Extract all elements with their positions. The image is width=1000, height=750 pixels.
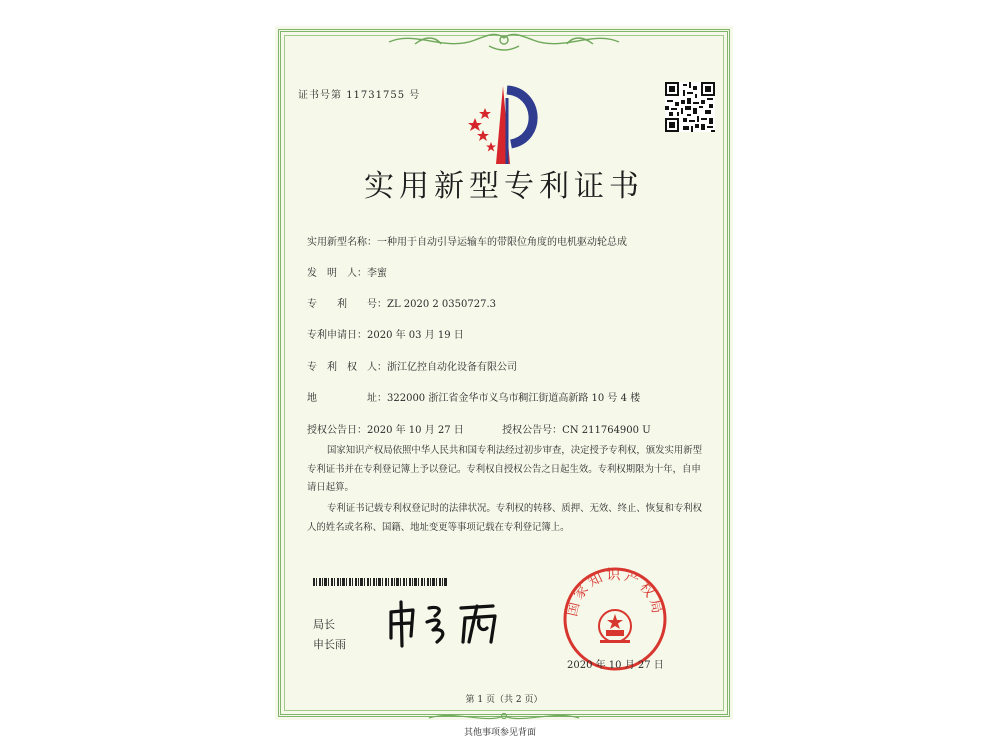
certificate-number-suffix: 号 — [409, 90, 421, 101]
top-ornament-icon — [385, 28, 623, 54]
grant-number-label: 授权公告号： — [502, 425, 563, 436]
grant-date-value: 2020 年 10 月 27 日 — [367, 425, 464, 436]
legal-paragraph-1: 国家知识产权局依照中华人民共和国专利法经过初步审查，决定授予专利权，颁发实用新型专利证书并在专利登记簿上予以登记。专利权自授权公告之日起生效。专利权期限为十年，自申请日起算。 — [307, 445, 703, 493]
field-label: 发 明 人： — [307, 268, 367, 279]
director-title: 局长 — [313, 618, 335, 631]
field-grant — [307, 421, 651, 436]
field-value: ZL 2020 2 0350727.3 — [387, 299, 497, 310]
qr-code-icon — [665, 82, 715, 132]
field-value: 322000 浙江省金华市义乌市稠江街道高新路 10 号 4 楼 — [387, 393, 641, 404]
field-value: 一种用于自动引导运输车的带限位角度的电机驱动轮总成 — [377, 237, 627, 248]
field-label: 专利申请日： — [307, 330, 367, 341]
field-address — [307, 389, 640, 404]
certificate-title: 实用新型专利证书 — [364, 169, 644, 204]
bottom-ornament-icon — [425, 710, 583, 724]
certificate-number-value: 11731755 — [346, 90, 406, 101]
field-label: 地 址： — [307, 393, 387, 404]
seal-date: 2020 年 10 月 27 日 — [567, 660, 664, 671]
field-utility-model-name — [307, 233, 627, 248]
certificate-number-label: 证书号第 — [298, 90, 342, 101]
field-inventor — [307, 264, 387, 279]
grant-date-label: 授权公告日： — [307, 425, 367, 436]
field-value: 李蜜 — [367, 268, 387, 279]
patent-certificate — [275, 26, 733, 720]
certificate-number — [298, 86, 420, 101]
director-name: 申长雨 — [313, 638, 346, 651]
field-value: 2020 年 03 月 19 日 — [367, 330, 464, 341]
seal-text: 国家知识产权局 — [564, 567, 666, 619]
field-label: 实用新型名称： — [307, 237, 377, 248]
cnipa-logo-icon — [463, 78, 545, 168]
barcode-icon — [313, 578, 447, 586]
field-value: 浙江亿控自动化设备有限公司 — [387, 362, 517, 373]
legal-paragraph-2: 专利证书记载专利权登记时的法律状况。专利权的转移、质押、无效、终止、恢复和专利权人的姓名或名称、国籍、地址变更等事项记载在专利登记簿上。 — [307, 503, 703, 533]
field-application-date — [307, 326, 464, 341]
grant-number-value: CN 211764900 U — [562, 425, 651, 436]
field-label: 专 利 号： — [307, 299, 387, 310]
page-number: 第 1 页（共 2 页） — [465, 695, 543, 705]
field-label: 专 利 权 人： — [307, 362, 387, 373]
director-signature — [385, 598, 515, 650]
field-patent-number — [307, 295, 496, 310]
footnote: 其他事项参见背面 — [463, 728, 536, 738]
field-patentee — [307, 358, 517, 373]
